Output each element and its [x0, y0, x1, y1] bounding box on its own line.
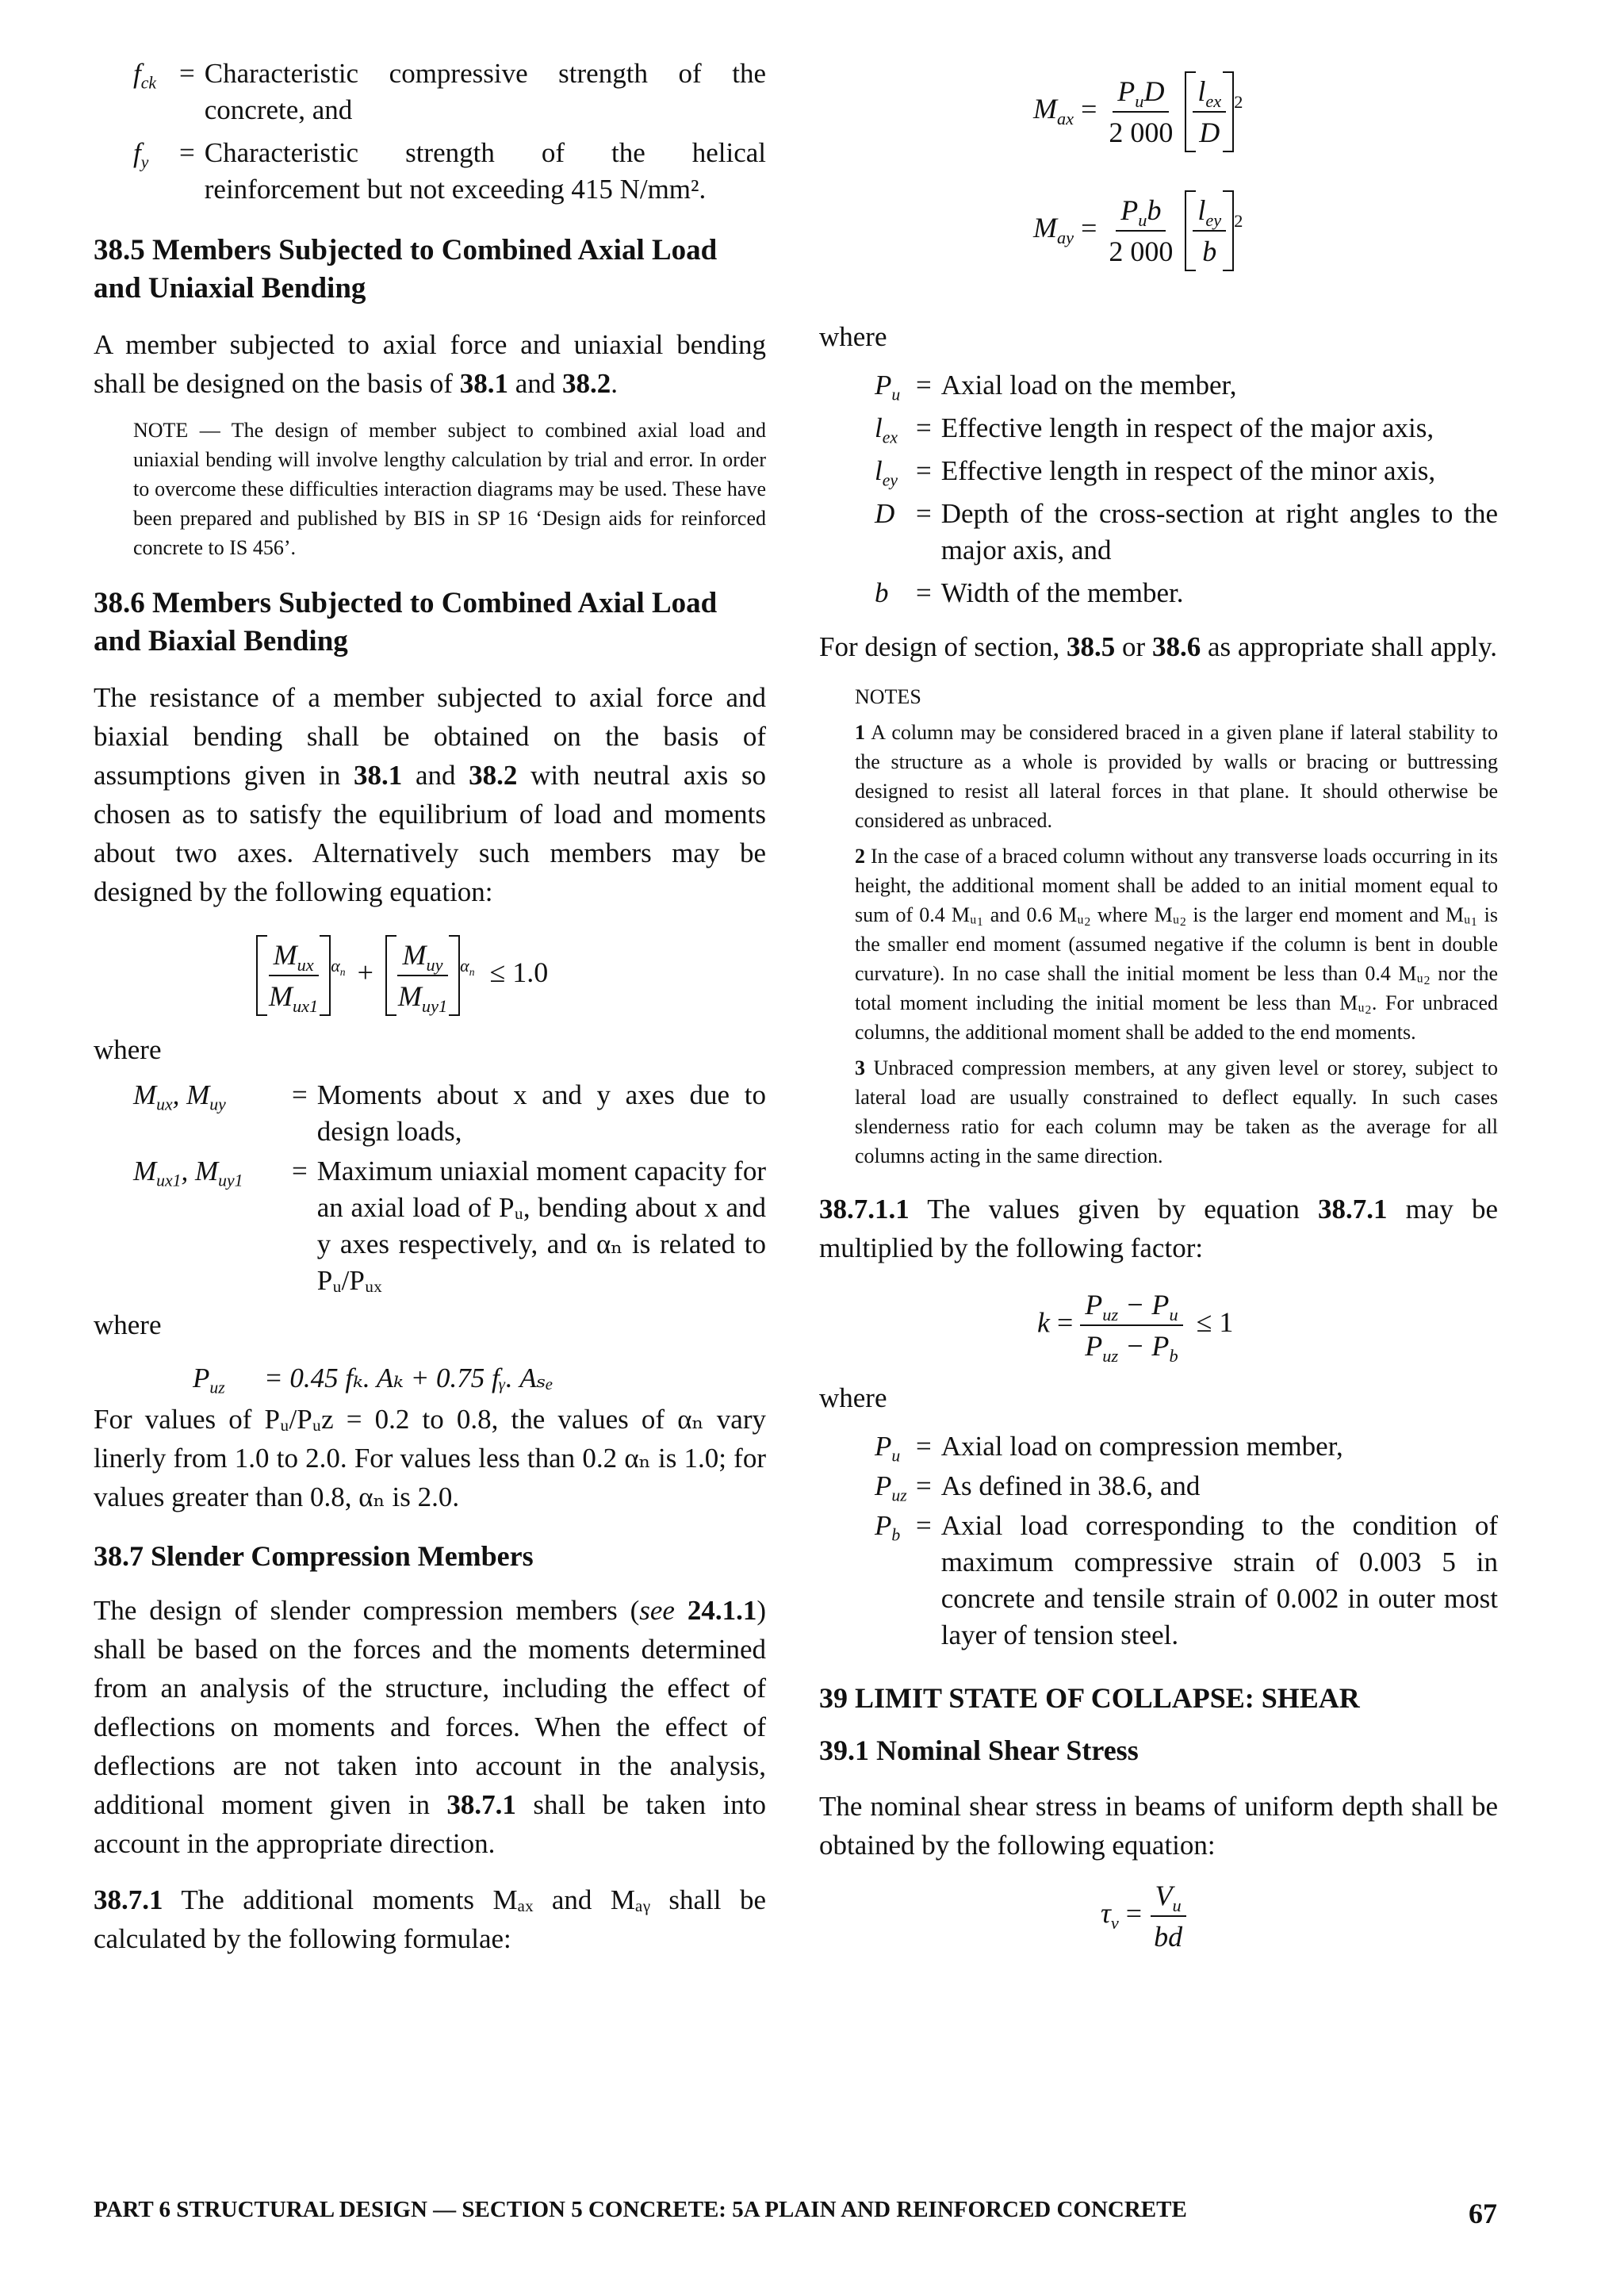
- right-column: [819, 56, 1498, 1952]
- paragraph-38-7: The design of slender compression members (see 24.1.1) shall be based on the forces and the moments determined from an analysis of the structure, including the effect of deflections on moments and forces. When the effect of deflections are not taken into account in the analysis, additional moment given in 38.7.1 shall be taken into account in the appropriate direction.: [94, 1595, 767, 1859]
- shear-stress-formula: $\tau_v$ = $\frac{V_u}{bd}$: [819, 1865, 1498, 1952]
- where-label-right-2: where: [819, 1382, 887, 1413]
- notes-block: [855, 682, 1498, 1171]
- page-number: 67: [1469, 2198, 1497, 2229]
- definition-b: b = Width of the member.: [875, 577, 1184, 608]
- definition-pb: $P_b$ = Axial load corresponding to the condition of maximum compressive strain of 0.003 5 in concrete and tensile strain of 0.002 in outer most layer of tension steel.: [875, 1510, 1498, 1650]
- alpha-values-paragraph: For values of Pᵤ/Pᵤz = 0.2 to 0.8, the values of αₙ vary linerly from 1.0 to 2.0. For values less than 0.2 αₙ is 1.0; for values greater than 0.8, αₙ is 2.0.: [94, 1404, 766, 1512]
- note-1: 1 A column may be considered braced in a given plane if lateral stability to the structure as a whole is provided by walls or bracing or buttressing designed to resist all lateral forces in that plane. It should otherwise be considered as unbraced.: [855, 721, 1498, 832]
- paragraph-39-1: The nominal shear stress in beams of uniform depth shall be obtained by the following equation:: [819, 1791, 1498, 1861]
- definition-fck: $f_{ck}$ = Characteristic compressive strength of the concrete, and: [133, 58, 766, 125]
- heading-39: 39 LIMIT STATE OF COLLAPSE: SHEAR: [819, 1682, 1360, 1714]
- where-label-2: where: [94, 1309, 162, 1340]
- definition-pu: $P_u$ = Axial load on the member,: [875, 370, 1237, 404]
- heading-39-1: 39.1 Nominal Shear Stress: [819, 1734, 1139, 1766]
- left-column: [94, 56, 766, 1958]
- note-38-5: NOTE — The design of member subject to combined axial load and uniaxial bending will involve lengthy calculation by trial and error. In order to overcome these difficulties interaction diagrams may be used. These have been prepared and published by BIS in SP 16 ‘Design aids for reinforced concrete to IS 456’.: [133, 419, 766, 559]
- definition-d: D = Depth of the cross-section at right angles to the major axis, and: [875, 498, 1498, 565]
- definition-mux-muy: $M_{ux}$, $M_{uy}$ = Moments about x and y axes due to design loads,: [133, 1079, 766, 1147]
- paragraph-38-7-1-1: 38.7.1.1 The values given by equation 38.7.1 may be multiplied by the following factor:: [819, 1194, 1498, 1263]
- k-factor-formula: k = $\frac{P_{uz} - P_u}{P_{uz} - P_b}$ ≤ 1: [1037, 1289, 1234, 1366]
- where-label-right-1: where: [819, 321, 887, 352]
- notes-title: NOTES: [855, 685, 921, 708]
- paragraph-38-5: A member subjected to axial force and uniaxial bending shall be designed on the basis of 38.1 and 38.2.: [94, 329, 766, 399]
- design-paragraph: For design of section, 38.5 or 38.6 as appropriate shall apply.: [819, 631, 1498, 662]
- paragraph-38-7-1: 38.7.1 The additional moments Mₐₓ and Mₐᵧ shall be calculated by the following formulae:: [94, 1884, 766, 1954]
- definitions-list-2: [875, 1428, 1498, 1654]
- note-2: 2 In the case of a braced column without any transverse loads occurring in its height, the additional moment shall be added to an initial moment equal to sum of 0.4 Mᵤ₁ and 0.6 Mᵤ₂ where Mᵤ₂ is the larger end moment and Mᵤ₁ is the smaller end moment (assumed negative if the column is bent in double curvature). In no case shall the initial moment be less than 0.4 Mᵤ₂ nor the total moment including the initial moment be less than Mᵤ₂. For unbraced columns, the additional moment shall be added to the end moments.: [855, 845, 1498, 1044]
- definition-pu-2: $P_u$ = Axial load on compression member,: [875, 1431, 1343, 1466]
- heading-38-6: 38.6 Members Subjected to Combined Axial Load and Biaxial Bending: [94, 587, 718, 657]
- note-3: 3 Unbraced compression members, at any given level or storey, subject to lateral load are usually constrained to deflect equally. In such cases slenderness ratio for each column may be taken as the average for all columns acting in the same direction.: [855, 1056, 1498, 1167]
- interaction-formula: $\frac{M_{ux}}{M_{ux1}}$ $^{\alpha_n}$ + $\frac{M_{uy}}{M_{uy1}}$ $^{\alpha_n}$ ≤ 1.0: [94, 911, 766, 1030]
- heading-38-5: 38.5 Members Subjected to Combined Axial Load and Uniaxial Bending: [94, 234, 718, 305]
- heading-38-7: 38.7 Slender Compression Members: [94, 1540, 534, 1572]
- definition-puz: $P_{uz}$ = As defined in 38.6, and: [875, 1470, 1201, 1505]
- definition-mux1-muy1: $M_{ux1}$, $M_{uy1}$ = Maximum uniaxial moment capacity for an axial load of Pᵤ, bending about x and y axes respectively, and αₙ is related to Pᵤ/Pᵤₓ: [133, 1156, 766, 1296]
- definition-ley: $l_{ey}$ = Effective length in respect of the minor axis,: [875, 455, 1436, 490]
- footer-title: PART 6 STRUCTURAL DESIGN — SECTION 5 CONCRETE: 5A PLAIN AND REINFORCED CONCRETE: [94, 2197, 1187, 2222]
- additional-moment-formulas: [819, 56, 1498, 317]
- where-label-1: where: [94, 1034, 162, 1065]
- paragraph-38-6: The resistance of a member subjected to axial force and biaxial bending shall be obtained on the basis of assumptions given in 38.1 and 38.2 with neutral axis so chosen as to satisfy the equilibrium of load and moments about two axes. Alternatively such members may be designed by the following equation:: [94, 682, 766, 907]
- max-formula: $M_{ax}$ = $\frac{P_uD}{2 000}$ $\frac{l_{ex}}{D}$ $^2$: [1033, 71, 1243, 152]
- puz-formula: $P_{uz}$ = 0.45 fₖ. Aₖ + 0.75 fᵧ. Aₛₑ: [193, 1363, 553, 1397]
- page-footer: [94, 2197, 1497, 2230]
- definition-lex: $l_{ex}$ = Effective length in respect of the major axis,: [875, 412, 1434, 447]
- definitions-list-1: [875, 367, 1498, 611]
- may-formula: $M_{ay}$ = $\frac{P_ub}{2 000}$ $\frac{l_{ey}}{b}$ $^2$: [1033, 190, 1243, 271]
- definition-fy: $f_y$ = Characteristic strength of the helical reinforcement but not exceeding 415 N/mm².: [133, 137, 766, 205]
